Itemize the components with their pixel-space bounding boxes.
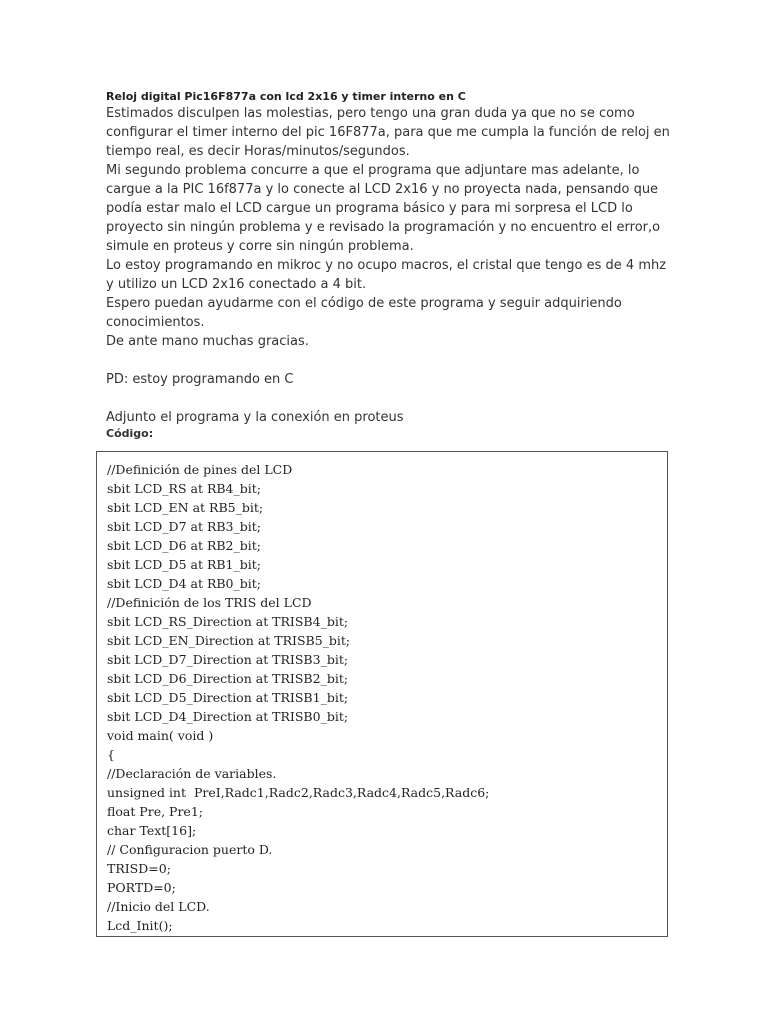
code-line: //Definición de pines del LCD [107, 462, 293, 477]
code-line: sbit LCD_D6_Direction at TRISB2_bit; [107, 671, 349, 686]
code-line: float Pre, Pre1; [107, 804, 203, 819]
code-line: // Configuracion puerto D. [107, 842, 273, 857]
body-line: tiempo real, es decir Horas/minutos/segundos. [106, 144, 410, 159]
code-line: unsigned int PreI,Radc1,Radc2,Radc3,Radc4,Radc5,Radc6; [107, 785, 490, 800]
code-line: sbit LCD_D4 at RB0_bit; [107, 576, 261, 591]
code-line: sbit LCD_D6 at RB2_bit; [107, 538, 261, 553]
body-line: podía estar malo el LCD cargue un programa básico y para mi sorpresa el LCD lo [106, 201, 633, 216]
body-line: De ante mano muchas gracias. [106, 334, 309, 349]
code-line: TRISD=0; [107, 861, 171, 876]
ps-line: PD: estoy programando en C [106, 372, 294, 387]
body-line: Mi segundo problema concurre a que el programa que adjuntare mas adelante, lo [106, 163, 640, 178]
code-line: void main( void ) [107, 728, 214, 743]
body-line: y utilizo un LCD 2x16 conectado a 4 bit. [106, 277, 367, 292]
body-line: configurar el timer interno del pic 16F877a, para que me cumpla la función de reloj en [106, 125, 670, 140]
body-line: proyecto sin ningún problema y e revisado la programación y no encuentro el error,o [106, 220, 661, 235]
code-line: char Text[16]; [107, 823, 197, 838]
code-line: //Inicio del LCD. [107, 899, 210, 914]
body-line: cargue a la PIC 16f877a y lo conecte al LCD 2x16 y no proyecta nada, pensando que [106, 182, 659, 197]
code-line: sbit LCD_RS_Direction at TRISB4_bit; [107, 614, 349, 629]
body-line: Lo estoy programando en mikroc y no ocupo macros, el cristal que tengo es de 4 mhz [106, 258, 667, 273]
body-line: Estimados disculpen las molestias, pero tengo una gran duda ya que no se como [106, 106, 635, 121]
body-line: conocimientos. [106, 315, 205, 330]
code-line: sbit LCD_RS at RB4_bit; [107, 481, 261, 496]
code-line: PORTD=0; [107, 880, 176, 895]
code-line: sbit LCD_D7 at RB3_bit; [107, 519, 261, 534]
code-label: Código: [106, 427, 154, 440]
code-line: { [107, 747, 115, 762]
code-block[interactable] [96, 451, 668, 937]
code-line: sbit LCD_EN_Direction at TRISB5_bit; [107, 633, 351, 648]
code-line: Lcd_Init(); [107, 918, 173, 933]
attachment-line: Adjunto el programa y la conexión en proteus [106, 410, 404, 425]
body-line: Espero puedan ayudarme con el código de este programa y seguir adquiriendo [106, 296, 622, 311]
code-line: sbit LCD_D5 at RB1_bit; [107, 557, 261, 572]
code-line: sbit LCD_D5_Direction at TRISB1_bit; [107, 690, 349, 705]
code-line: sbit LCD_D7_Direction at TRISB3_bit; [107, 652, 349, 667]
code-line: //Definición de los TRIS del LCD [107, 595, 312, 610]
post-title: Reloj digital Pic16F877a con lcd 2x16 y timer interno en C [106, 90, 466, 103]
code-line: sbit LCD_D4_Direction at TRISB0_bit; [107, 709, 349, 724]
post-content [106, 90, 686, 441]
post-body [106, 104, 686, 427]
code-line: //Declaración de variables. [107, 766, 277, 781]
body-line: simule en proteus y corre sin ningún problema. [106, 239, 414, 254]
code-line: sbit LCD_EN at RB5_bit; [107, 500, 264, 515]
